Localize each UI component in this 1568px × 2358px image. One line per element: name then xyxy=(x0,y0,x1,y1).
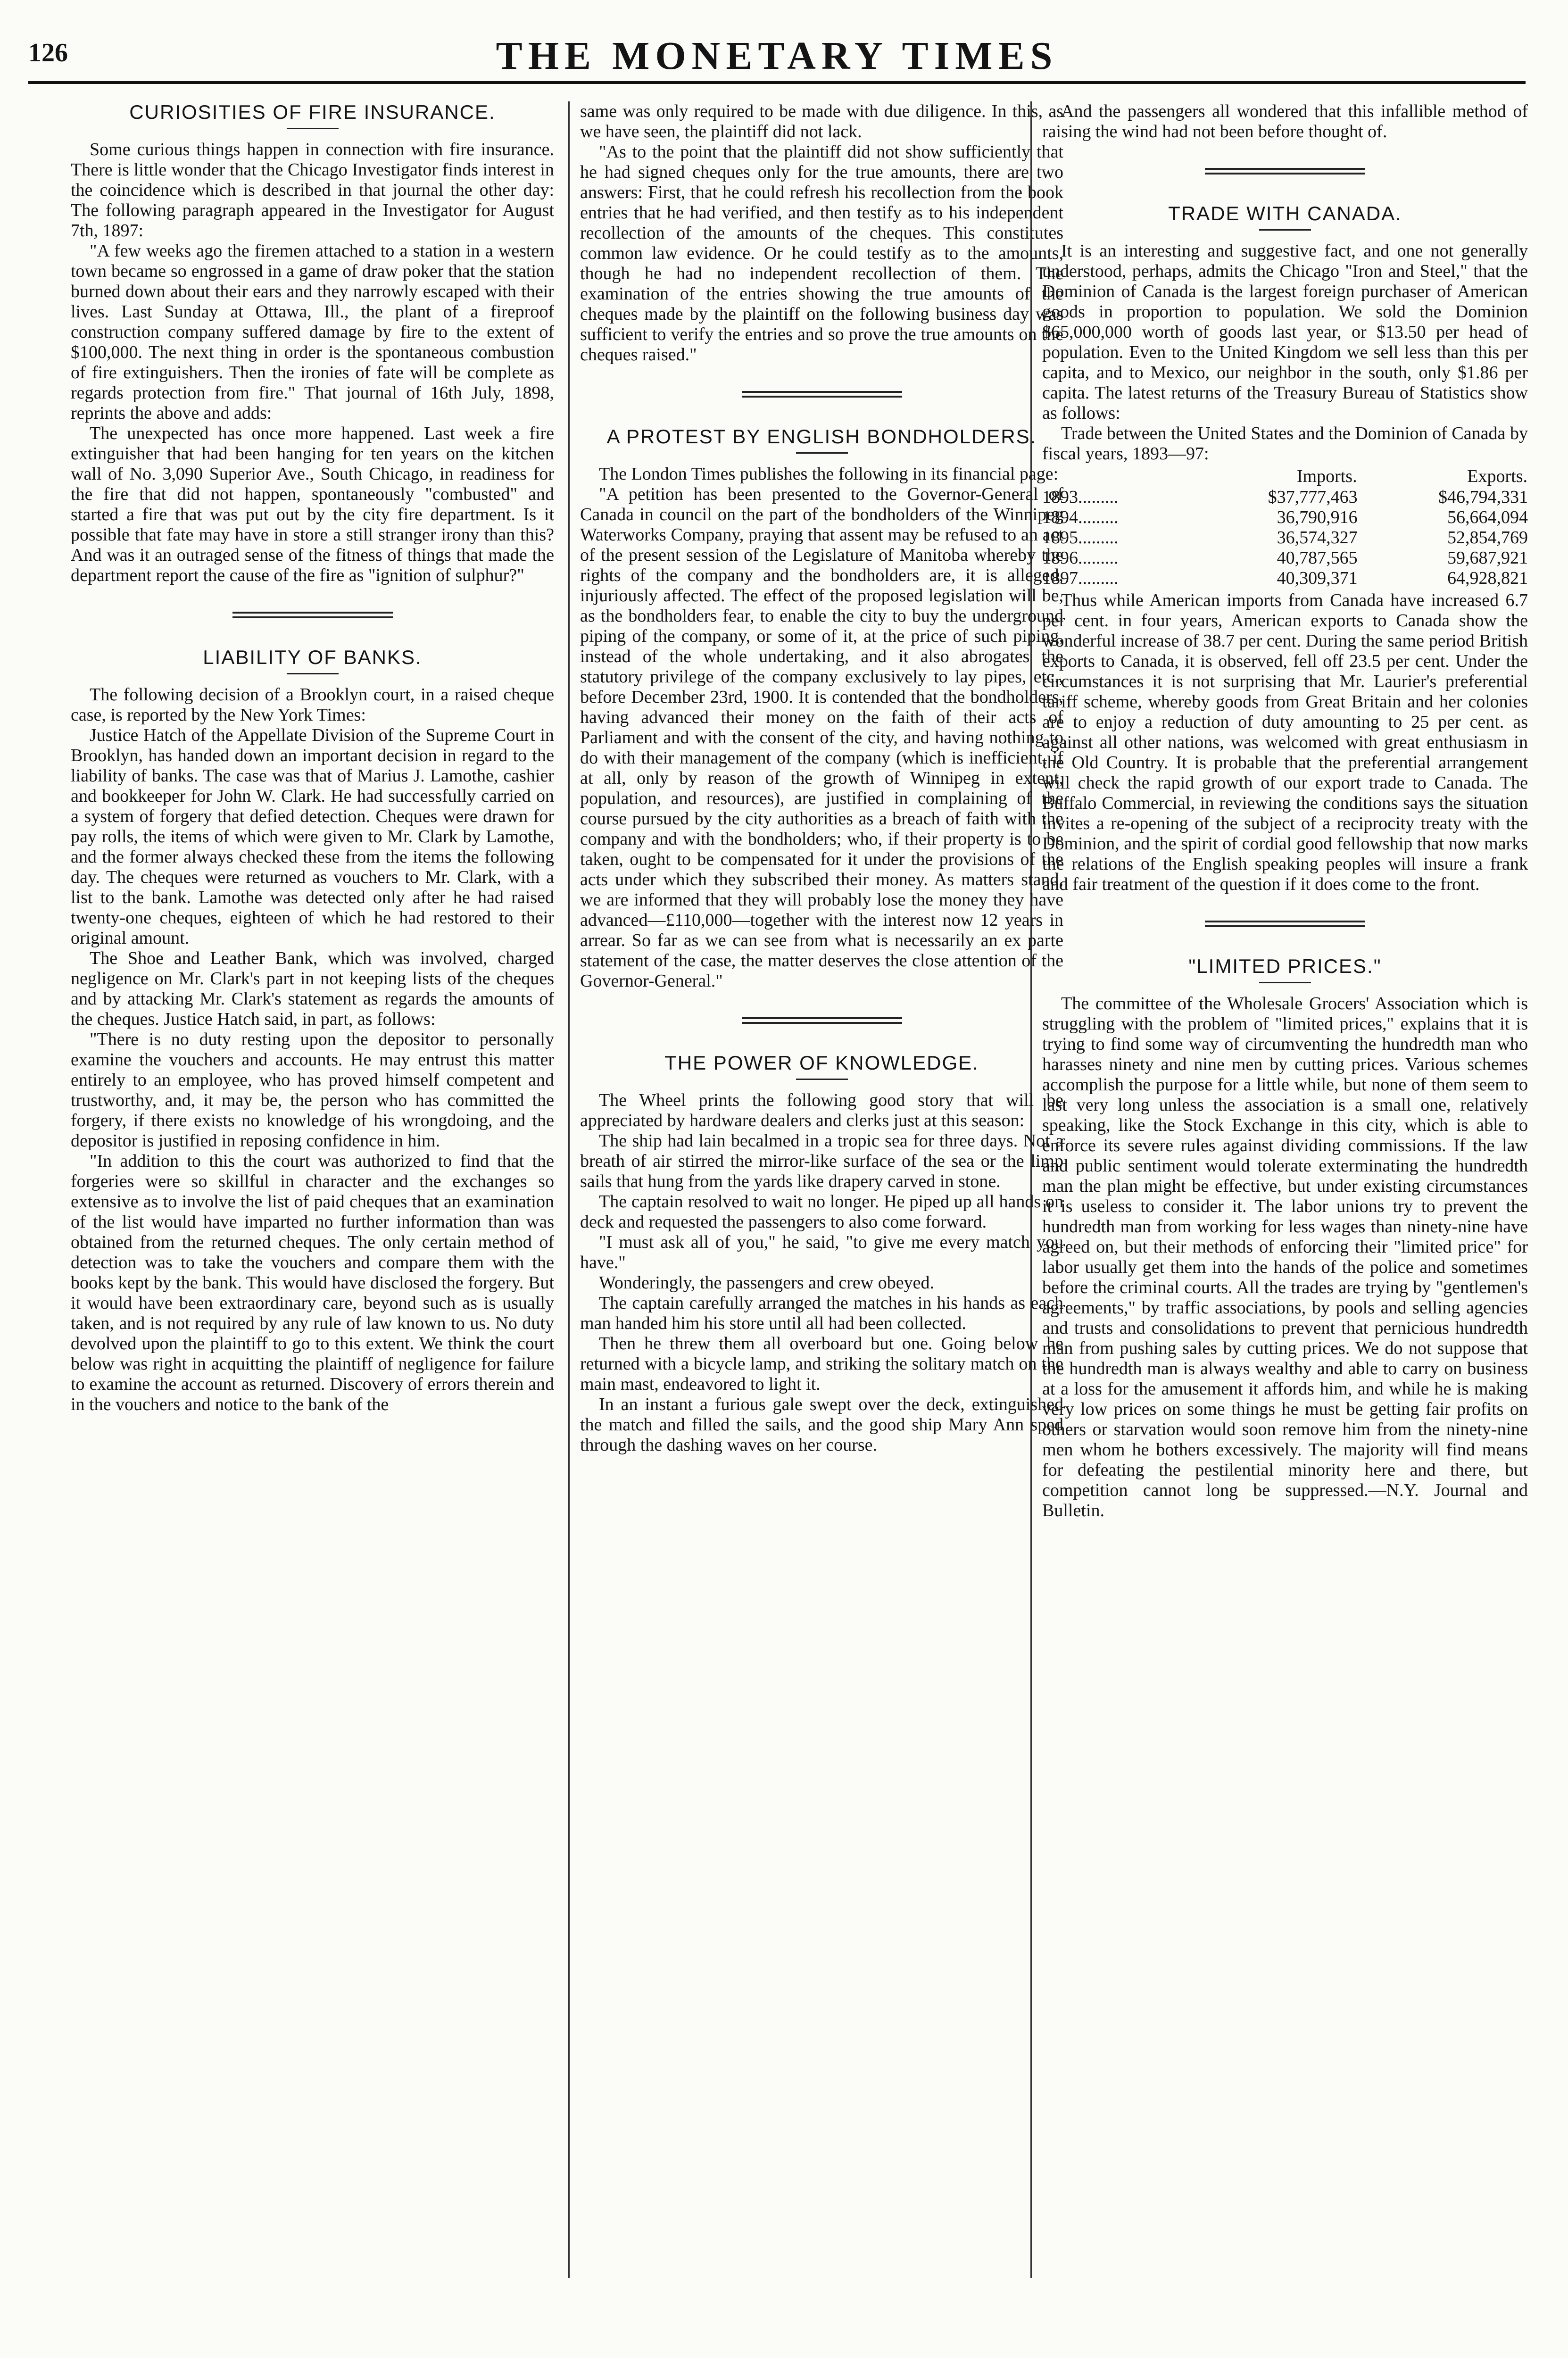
column-1 xyxy=(71,101,554,1415)
paragraph: Thus while American imports from Canada have increased 6.7 per cent. in four years, American exports to Canada show the wonderful increase of 38.7 per cent. During the same period British exports to Canada, it is observed, fell off 23.5 per cent. Under the circumstances it is not surprising that Mr. Laurier's preferential tariff scheme, whereby goods from Great Britain and her colonies are to enjoy a reduction of duty amounting to 25 per cent. as against all other nations, was welcomed with great enthusiasm in the Old Country. It is probable that the preferential arrangement will check the rapid growth of our export trade to Canada. The Buffalo Commercial, in reviewing the conditions says the situation invites a re-opening of the subject of a reciprocity treaty with the Dominion, and the spirit of cordial good fellowship that now marks the relations of the English speaking peoples will insure a frank and fair treatment of the question if it does come to the front. xyxy=(1042,590,1528,894)
paragraph: Justice Hatch of the Appellate Division of the Supreme Court in Brooklyn, has handed down an important decision in regard to the liability of banks. The case was that of Marius J. Lamothe, cashier and bookkeeper for John W. Clark. He had successfully carried on a system of forgery that defied detection. Cheques were drawn for pay rolls, the items of which were given to Mr. Clark by Lamothe, and the former always checked these from the items the following day. The cheques were returned as vouchers to Mr. Clark, with a list to the bank. Lamothe was detected only after he had raised twenty-one cheques, eighteen of which he had restored to their original amount. xyxy=(71,725,554,948)
paragraph: The ship had lain becalmed in a tropic sea for three days. Not a breath of air stirred the mirror-like surface of the sea or the limp sails that hung from the yards like drapery carved in stone. xyxy=(580,1131,1063,1191)
title-dash xyxy=(1259,982,1311,983)
paragraph: same was only required to be made with due diligence. In this, as we have seen, the plaintiff did not lack. xyxy=(580,101,1063,141)
title-dash xyxy=(1259,229,1311,231)
section-separator xyxy=(742,1017,902,1024)
table-cell: 64,928,821 xyxy=(1447,568,1528,588)
paragraph: The captain resolved to wait no longer. He piped up all hands on deck and requested the passengers to also come forward. xyxy=(580,1192,1063,1232)
paragraph: "As to the point that the plaintiff did not show sufficiently that he had signed cheques only for the true amounts, there are two answers: First, that he could refresh his recollection from the book entries that he had verified, and then testify as to his independent recollection of the amounts of the cheques. This constitutes common law evidence. Or he could testify as to the amounts, though he had no independent recollection of them. The examination of the entries showing the true amounts of the cheques made by the plaintiff on the following business day was sufficient to verify the entries and so prove the true amounts on the cheques raised." xyxy=(580,142,1063,365)
table-cell: 52,854,769 xyxy=(1447,528,1528,548)
column-divider xyxy=(568,101,570,2278)
table-cell: 40,787,565 xyxy=(1277,548,1358,568)
table-cell: 36,574,327 xyxy=(1277,528,1358,548)
table-cell: $46,794,331 xyxy=(1438,487,1528,507)
paragraph: In an instant a furious gale swept over the deck, extinguished the match and filled the sails, and the good ship Mary Ann sped through the dashing waves on her course. xyxy=(580,1395,1063,1455)
table-row xyxy=(1042,507,1528,528)
paragraph: The captain carefully arranged the matches in his hands as each man handed him his store until all had been collected. xyxy=(580,1293,1063,1333)
paragraph: "There is no duty resting upon the depositor to personally examine the vouchers and accounts. He may entrust this matter entirely to an employee, who has proved himself competent and trustworthy, and, it may be, the person who has committed the forgery, if there exists no knowledge of his wrongdoing, and the depositor is justified in reposing confidence in him. xyxy=(71,1030,554,1151)
table-row xyxy=(1042,548,1528,568)
table-header: Imports. xyxy=(1296,466,1357,486)
paragraph: The unexpected has once more happened. Last week a fire extinguisher that had been hanging for ten years on the kitchen wall of No. 3,090 Superior Ave., South Chicago, in readiness for the fire that did not happen, spontaneously "combusted" and started a fire that was put out by the city fire department. Is it possible that fate may have in store a still stranger irony than this? And was it an outraged sense of the fitness of things that made the department report the cause of the fire as "ignition of sulphur?" xyxy=(71,423,554,585)
masthead: THE MONETARY TIMES xyxy=(496,34,1058,78)
section-separator xyxy=(1205,168,1365,174)
paragraph: Wonderingly, the passengers and crew obeyed. xyxy=(599,1273,934,1293)
paragraph: "A few weeks ago the firemen attached to a station in a western town became so engrossed in a game of draw poker that the station burned down about their ears and they narrowly escaped with their lives. Last Sunday at Ottawa, Ill., the plant of a fireproof construction company suffered damage by fire to the extent of $100,000. The next thing in order is the spontaneous combustion of fire extinguishers. Then the ironies of fate will be complete as regards protection from fire." That journal of 16th July, 1898, reprints the above and adds: xyxy=(71,241,554,423)
title-dash xyxy=(287,673,339,674)
paragraph: Then he threw them all overboard but one. Going below he returned with a bicycle lamp, and striking the solitary match on the main mast, endeavored to light it. xyxy=(580,1334,1063,1394)
paragraph: The London Times publishes the following in its financial page: xyxy=(599,464,1059,484)
article-title-protest: A PROTEST BY ENGLISH BONDHOLDERS. xyxy=(606,425,1037,448)
paragraph: The Shoe and Leather Bank, which was involved, charged negligence on Mr. Clark's part in not keeping lists of the cheques and by attacking Mr. Clark's statement as regards the amounts of the cheques. Justice Hatch said, in part, as follows: xyxy=(71,948,554,1029)
column-3 xyxy=(1042,101,1528,1521)
table-cell: 59,687,921 xyxy=(1447,548,1528,568)
article-title-prices: "LIMITED PRICES." xyxy=(1188,955,1382,977)
table-row xyxy=(1042,487,1528,507)
header-rule xyxy=(28,81,1526,84)
paragraph: And the passengers all wondered that this infallible method of raising the wind had not been before thought of. xyxy=(1042,101,1528,141)
table-cell: 1893......... xyxy=(1042,487,1119,507)
title-dash xyxy=(287,128,339,129)
paragraph: "A petition has been presented to the Governor-General of Canada in council on the part of the bondholders of the Winnipeg Waterworks Company, praying that assent may be refused to an act of the present session of the Legislature of Manitoba whereby the rights of the company and the bondholders are, it is alleged, injuriously affected. The effect of the proposed legislation will be, as the bondholders fear, to enable the city to buy the underground piping of the company, or some of it, at the price of such piping, instead of the whole undertaking, and it also abrogates the statutory privilege of the company exclusively to lay pipes, etc., before December 23rd, 1900. It is contended that the bondholders, having advanced their money on the faith of their acts of Parliament and with the consent of the city, and having nothing to do with their management of the company (which is inefficient, if at all, only by reason of the growth of Winnipeg in extent, population, and resources), are justified in complaining of the course pursued by the city authorities as a breach of faith with the company and with the bondholders; who, if their property is to be taken, ought to be compensated for it under the provisions of the acts under which they subscribed their money. As matters stand, we are informed that they will probably lose the money they have advanced—£110,000—together with the interest now 12 years in arrear. So far as we can see from what is necessarily an ex parte statement of the case, the matter deserves the close attention of the Governor-General." xyxy=(580,484,1063,991)
page-header xyxy=(28,33,1526,78)
table-header: Exports. xyxy=(1467,466,1527,486)
table-cell: 40,309,371 xyxy=(1277,568,1358,588)
paragraph: The committee of the Wholesale Grocers' Association which is struggling with the problem of "limited prices," explains that it is trying to find some way of circumventing the hundredth man who harasses ninety and nine men by cutting prices. Various schemes accomplish the purpose for a little while, but none of them seem to last very long unless the association is a small one, relatively speaking, like the Stock Exchange in this city, which is able to enforce its severe rules against dividing commissions. If the law and public sentiment would tolerate exterminating the hundredth man the plan might be effective, but under existing circumstances it is useless to consider it. The labor unions try to prevent the hundredth man from working for less wages than ninety-nine have agreed on, but their methods of enforcing their "limited price" for labor usually get them into the hands of the police and sometimes before the criminal courts. All the trades are trying by "gentlemen's agreements," by traffic associations, by pools and selling agencies and trusts and consolidations to prevent that pernicious hundredth man from pushing sales by cutting prices. We do not suppose that the hundredth man is always wealthy and able to carry on business at a loss for the amusement it affords him, and while he is making very low prices on some things he must be getting fair profits on others or starvation would soon remove him from the ninety-nine men whom he bothers excessively. The majority will find means for defeating the pestilential minority here and there, but competition cannot long be suppressed.—N.Y. Journal and Bulletin. xyxy=(1042,994,1528,1520)
paragraph: The following decision of a Brooklyn court, in a raised cheque case, is reported by the New York Times: xyxy=(71,685,554,725)
paragraph: It is an interesting and suggestive fact, and one not generally understood, perhaps, admits the Chicago "Iron and Steel," that the Dominion of Canada is the largest foreign purchaser of American goods in proportion to population. We sold the Dominion $65,000,000 worth of goods last year, or $13.50 per head of population. Even to the United Kingdom we sell less than this per capita, and to Mexico, our neighbor in the south, only $1.86 per capita. The latest returns of the Treasury Bureau of Statistics show as follows: xyxy=(1042,241,1528,423)
table-header-row xyxy=(1042,466,1528,487)
table-cell: 1894......... xyxy=(1042,507,1119,527)
section-separator xyxy=(742,391,902,398)
paragraph: "In addition to this the court was authorized to find that the forgeries were so skillful in character and the exchanges so extensive as to involve the list of paid cheques that an examination of the list would have imparted no further information than was obtained from the returned cheques. The only certain method of detection was to take the vouchers and compare them with the books kept by the bank. This would have disclosed the forgery. But it would have been extraordinary care, beyond such as is usually taken, and is not required by any rule of law known to us. No duty devolved upon the plaintiff to go to this extent. We think the court below was right in acquitting the plaintiff of negligence for failure to examine the account as returned. Discovery of errors therein and in the vouchers and notice to the bank of the xyxy=(71,1151,554,1414)
section-separator xyxy=(232,612,393,618)
table-cell: 36,790,916 xyxy=(1277,507,1358,527)
title-dash xyxy=(796,1079,848,1080)
table-header xyxy=(1042,466,1187,487)
article-title-trade: TRADE WITH CANADA. xyxy=(1168,202,1402,224)
paragraph: "I must ask all of you," he said, "to give me every match you have." xyxy=(580,1232,1063,1272)
table-cell: 1897......... xyxy=(1042,568,1119,588)
article-title-fire: CURIOSITIES OF FIRE INSURANCE. xyxy=(129,101,496,123)
article-title-banks: LIABILITY OF BANKS. xyxy=(203,646,422,668)
table-cell: 1895......... xyxy=(1042,528,1119,548)
title-dash xyxy=(796,452,848,454)
page-number: 126 xyxy=(28,38,68,67)
paragraph: Some curious things happen in connection with fire insurance. There is little wonder that the Chicago Investigator finds interest in the coincidence which is described in that journal the other day: The following paragraph appeared in the Investigator for August 7th, 1897: xyxy=(71,140,554,241)
section-separator xyxy=(1205,921,1365,927)
column-2 xyxy=(580,101,1063,1455)
paragraph: Trade between the United States and the Dominion of Canada by fiscal years, 1893—97: xyxy=(1042,423,1528,464)
paragraph: The Wheel prints the following good story that will be appreciated by hardware dealers and clerks just at this season: xyxy=(580,1090,1063,1130)
table-cell: 1896......... xyxy=(1042,548,1119,568)
table-cell: $37,777,463 xyxy=(1268,487,1358,507)
article-title-knowledge: THE POWER OF KNOWLEDGE. xyxy=(664,1052,979,1074)
table-cell: 56,664,094 xyxy=(1447,507,1528,527)
table-row xyxy=(1042,568,1528,589)
trade-table xyxy=(1042,466,1528,589)
table-row xyxy=(1042,528,1528,548)
